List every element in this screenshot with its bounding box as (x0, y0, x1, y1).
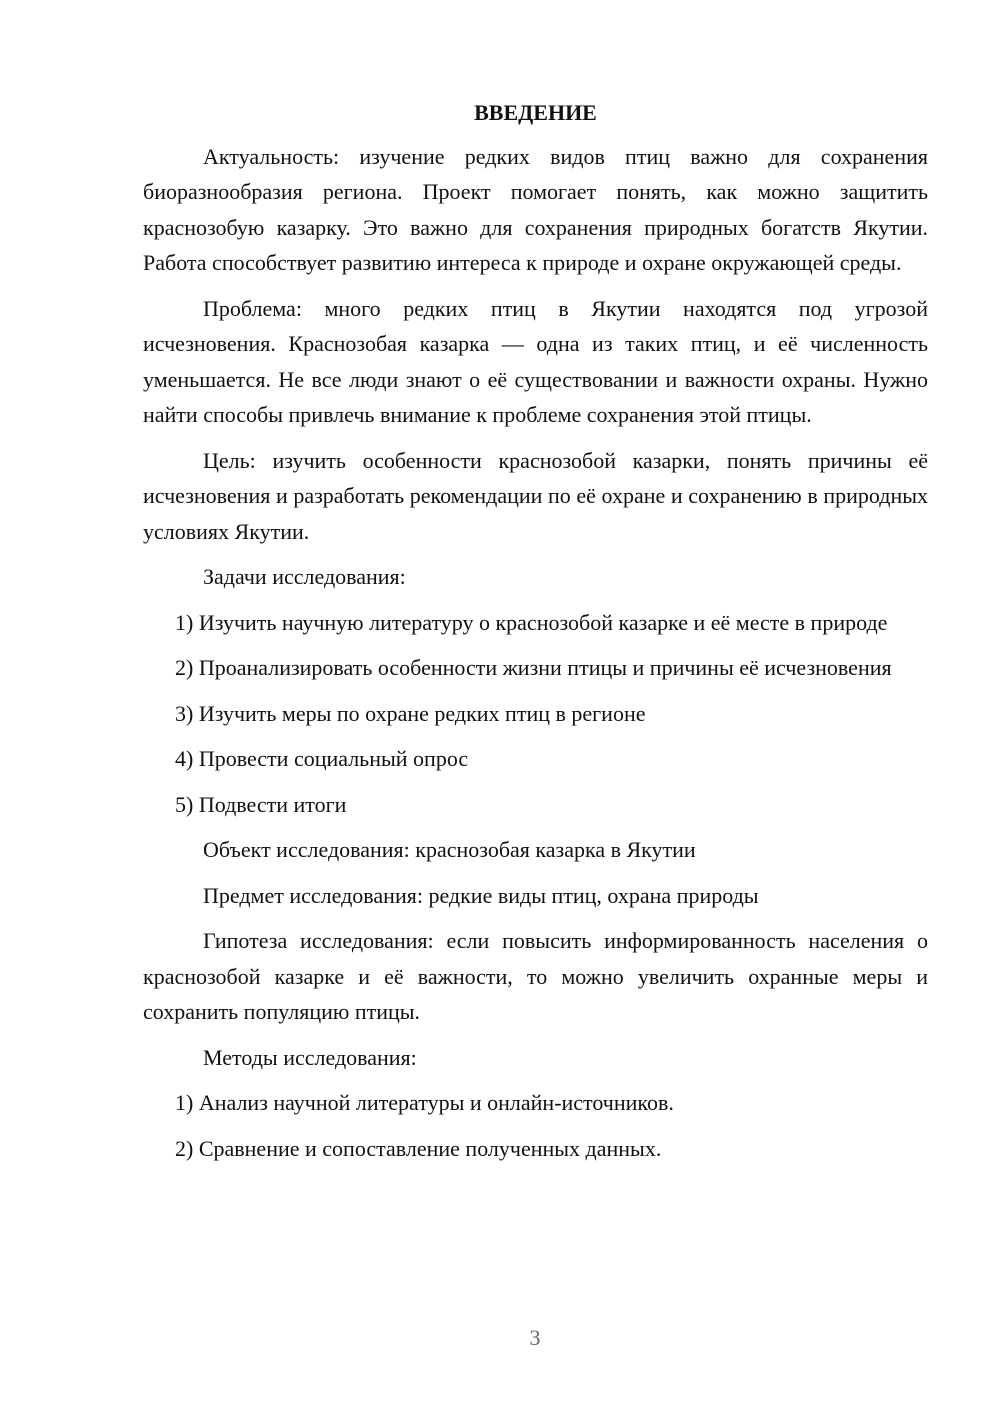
page-number: 3 (529, 1325, 541, 1350)
method-item-2: 2) Сравнение и сопоставление полученных данных. (175, 1135, 662, 1161)
task-item-4: 4) Провести социальный опрос (175, 746, 469, 771)
relevance-paragraph: Актуальность: изучение редких видов птиц важно для сохранения биоразнообразия региона. Проект помогает понять, как можно защитить краснозобую казарку. Это важно для сохранения природных богатств Якутии. Работа способствует развитию интереса к природе и охране окружающей среды. (143, 143, 928, 275)
task-item-3: 3) Изучить меры по охране редких птиц в регионе (175, 700, 646, 726)
object-paragraph: Объект исследования: краснозобая казарка в Якутии (203, 837, 696, 862)
hypothesis-paragraph: Гипотеза исследования: если повысить информированность населения о краснозобой казарке и её важности, то можно увеличить охранные меры и сохранить популяцию птицы. (143, 928, 928, 1024)
tasks-title: Задачи исследования: (203, 564, 406, 589)
methods-title: Методы исследования: (203, 1044, 417, 1070)
page-content (143, 95, 928, 1176)
subject-paragraph: Предмет исследования: редкие виды птиц, охрана природы (203, 882, 759, 908)
goal-paragraph: Цель: изучить особенности краснозобой казарки, понять причины её исчезновения и разработать рекомендации по её охране и сохранению в природных условиях Якутии. (143, 447, 928, 544)
page-heading: ВВЕДЕНИЕ (474, 100, 597, 125)
method-item-1: 1) Анализ научной литературы и онлайн-источников. (175, 1090, 674, 1115)
task-item-5: 5) Подвести итоги (175, 791, 347, 817)
problem-paragraph: Проблема: много редких птиц в Якутии находятся под угрозой исчезновения. Краснозобая казарка — одна из таких птиц, и её численность уменьшается. Не все люди знают о её существовании и важности охраны. Нужно найти способы привлечь внимание к проблеме сохранения этой птицы. (143, 295, 928, 427)
task-item-1: 1) Изучить научную литературу о краснозобой казарке и её месте в природе (175, 609, 888, 635)
task-item-2: 2) Проанализировать особенности жизни птицы и причины её исчезновения (175, 655, 892, 680)
